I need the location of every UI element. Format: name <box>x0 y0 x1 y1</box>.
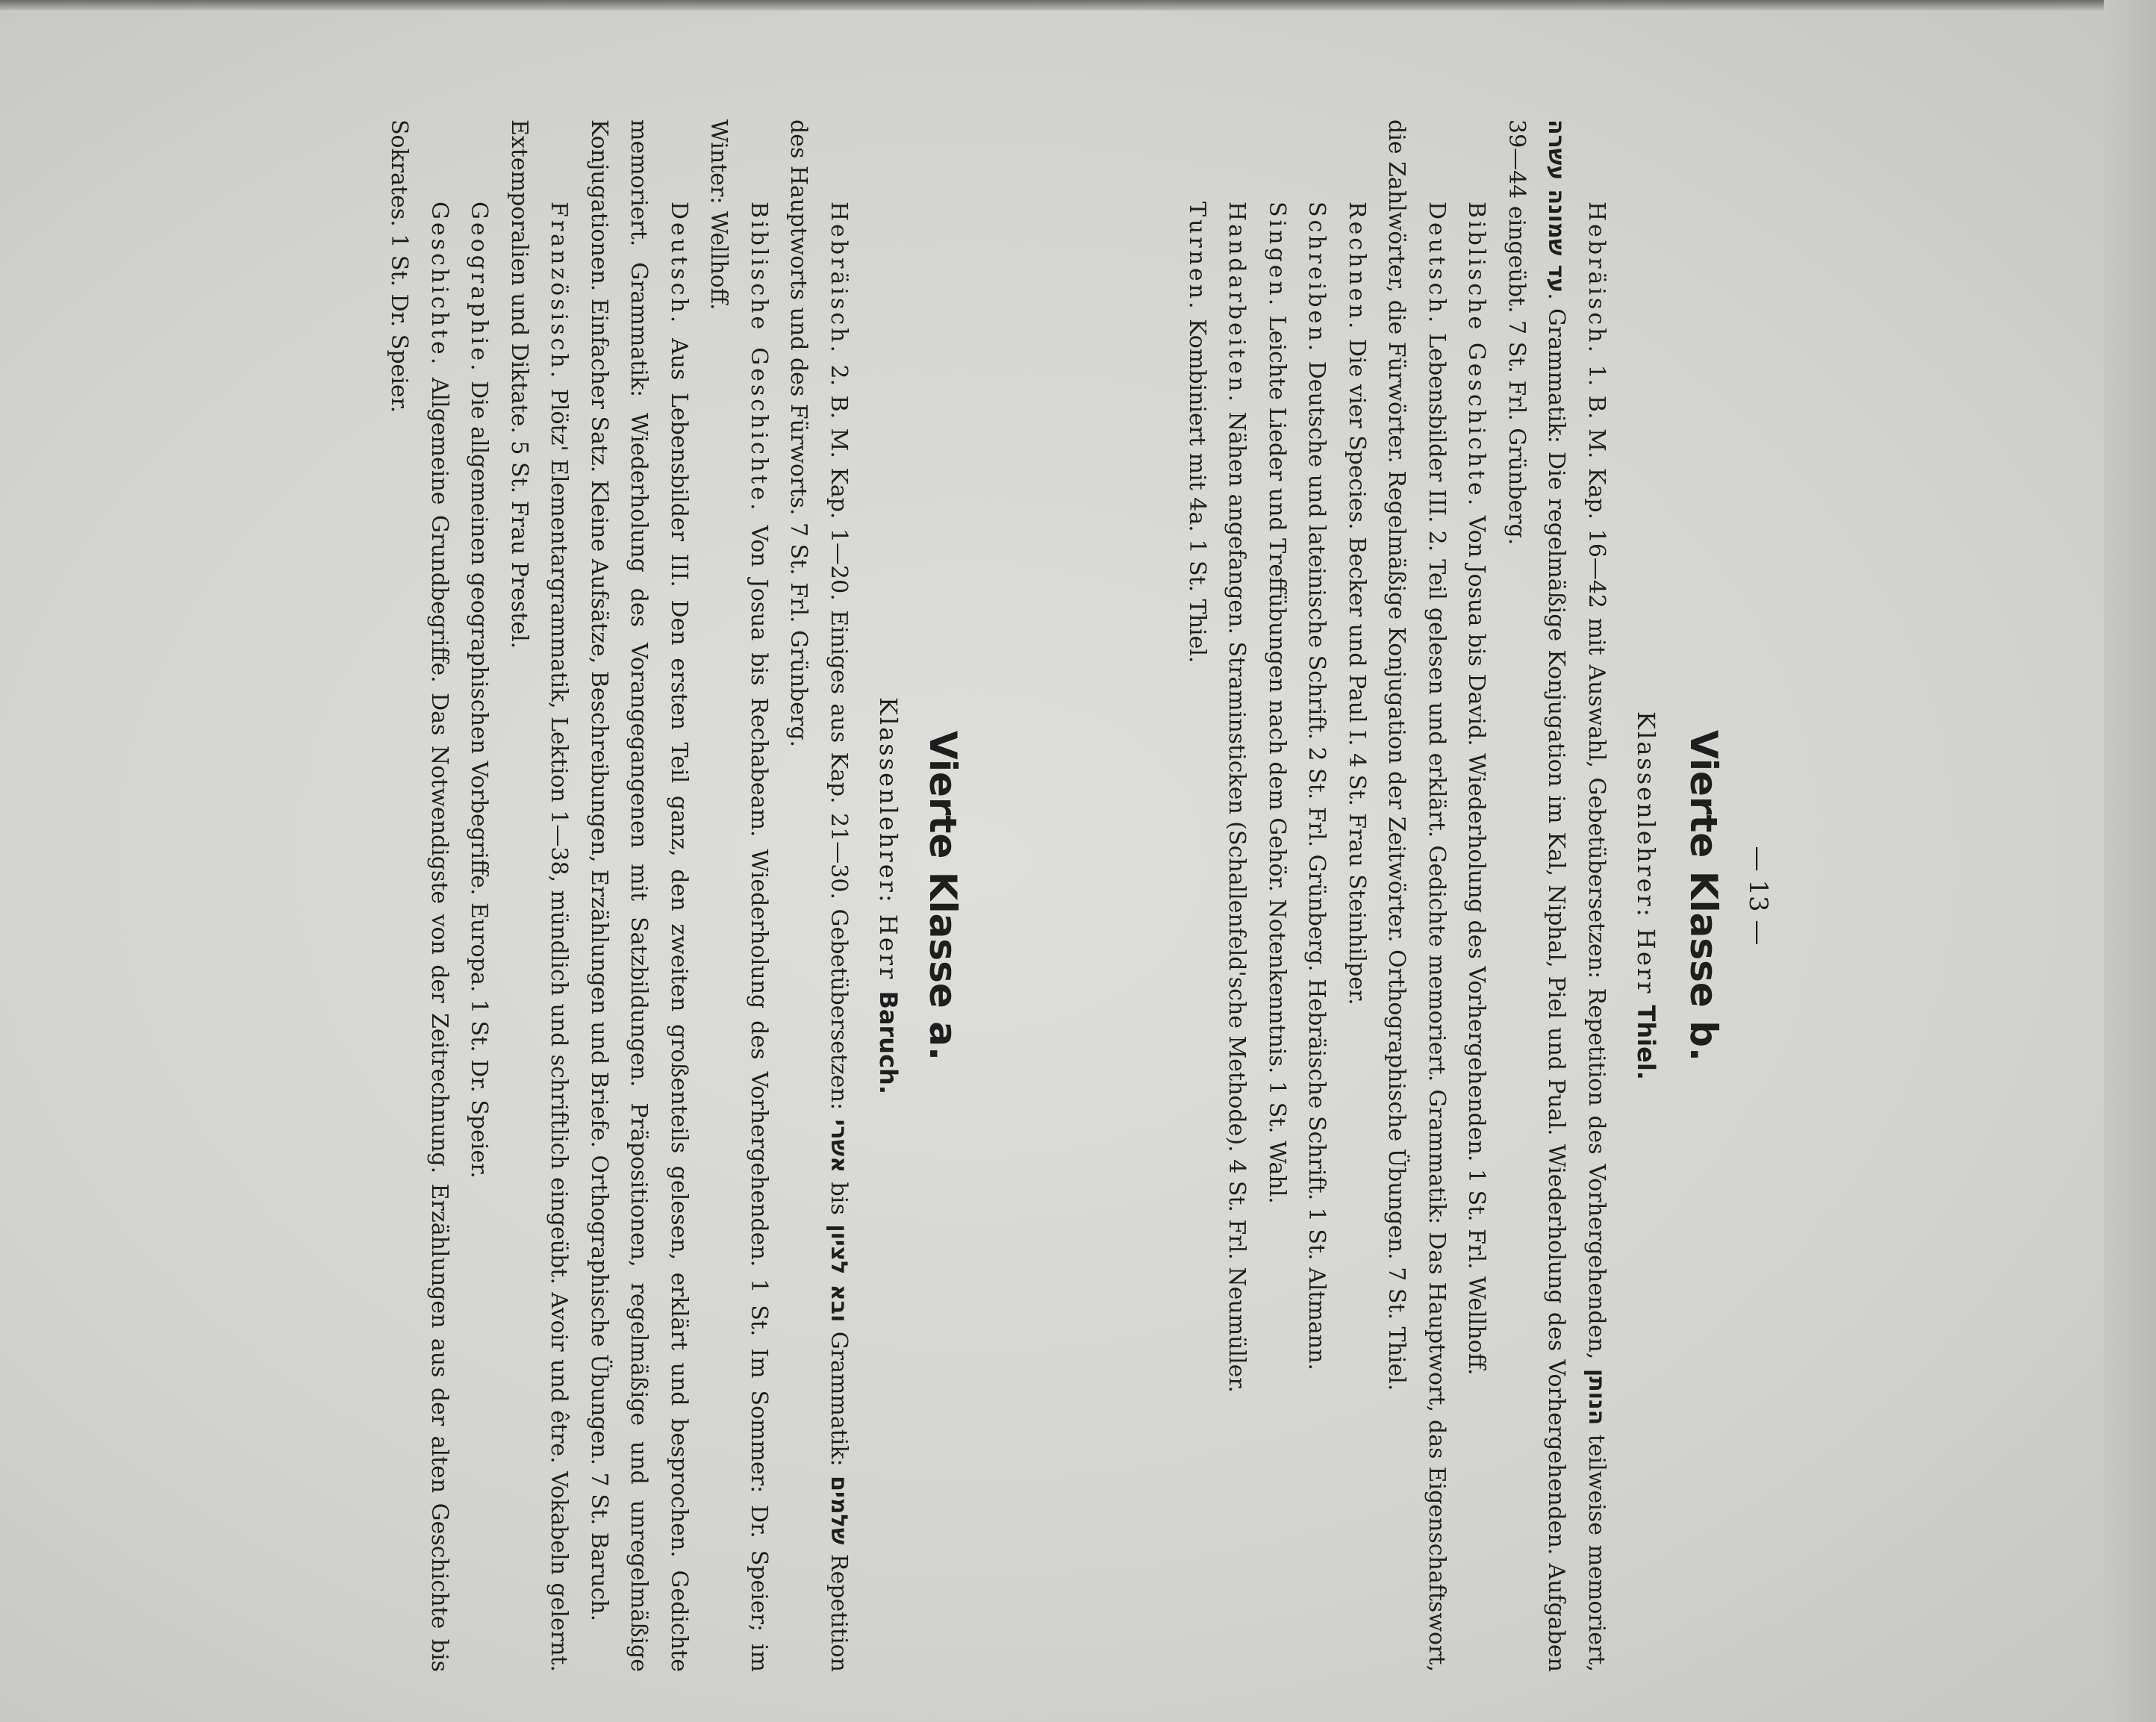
hand-b-subject: Handarbeiten. <box>1224 202 1250 405</box>
section-b-teacher-name: Thiel. <box>1632 1005 1660 1080</box>
section-a-deutsch <box>579 119 700 1672</box>
hebraeisch-a-hebrew-1: אשרי <box>826 1119 852 1173</box>
geo-a-subject: Geographie. <box>466 202 493 374</box>
hebraeisch-a-text-3: Grammatik: <box>826 1331 852 1467</box>
bibl-b-subject: Biblische Geschichte. <box>1463 202 1490 509</box>
section-b-deutsch <box>1377 119 1456 1672</box>
schreiben-b-subject: Schreiben. <box>1303 202 1330 355</box>
rechnen-b-subject: Rechnen. <box>1344 202 1370 332</box>
section-b-turnen <box>1177 119 1218 1672</box>
section-a-franzoesisch <box>499 119 579 1672</box>
section-b-teacher-label: Klassenlehrer: Herr <box>1632 711 1660 996</box>
scan-top-edge <box>0 0 2156 10</box>
section-a-title: Vierte Klasse a. <box>921 731 965 1061</box>
bibl-b-text: Von Josua bis David. Wiederholung des Vorhergehenden. 1 St. Frl. Wellhoff. <box>1463 515 1490 1376</box>
franz-a-text: Plötz' Elementargrammatik, Lektion 1—38, mündlich und schriftlich eingeübt. Avoir und être. Vokabeln gelernt. Extemporalien und Diktate. 5 St. Frau Prestel. <box>506 119 573 1672</box>
hebraeisch-b-text-3: . Grammatik: Die regelmäßige Konjugation im Kal, Niphal, Piel und Pual. Wiederholung des Vorhergehenden. Aufgaben 39—44 eingeübt. 7 St. Frl. Grünberg. <box>1504 119 1570 1672</box>
hebraeisch-b-hebrew-1: הנותן <box>1583 1368 1610 1426</box>
hebraeisch-a-hebrew-2: ובא לציון <box>826 1224 852 1323</box>
section-b-singen <box>1257 119 1297 1672</box>
hebraeisch-b-subject: Hebräisch. <box>1583 202 1610 355</box>
section-a-teacher <box>870 119 907 1672</box>
schreiben-b-text: Deutsche und lateinische Schrift. 2 St. Frl. Grünberg. Hebräische Schrift. 1 St. Altmann. <box>1303 361 1330 1370</box>
deutsch-a-subject: Deutsch. <box>666 202 692 326</box>
gesch-a-text: Allgemeine Grundbegriffe. Das Notwendigste von der Zeitrechnung. Erzählungen aus der alten Geschichte bis Sokrates. 1 St. Dr. Speier. <box>386 119 452 1672</box>
section-b-handarbeiten <box>1217 119 1257 1672</box>
section-a-hebraeisch <box>779 119 859 1672</box>
singen-b-text: Leichte Lieder und Treffübungen nach dem Gehör. Notenkenntnis. 1 St. Wahl. <box>1264 315 1290 1204</box>
rotated-document-page <box>37 119 1777 1672</box>
singen-b-subject: Singen. <box>1264 202 1290 309</box>
bibl-a-text: Von Josua bis Rechabeam. Wiederholung des Vorhergehenden. 1 St. Im Sommer: Dr. Speier; im Winter: Wellhoff. <box>705 119 772 1672</box>
turnen-b-text: Kombiniert mit 4a. 1 St. Thiel. <box>1184 319 1210 664</box>
section-a-geschichte <box>379 119 459 1672</box>
section-a-teacher-label: Klassenlehrer: Herr <box>874 697 903 982</box>
scan-right-edge <box>2104 0 2156 1722</box>
hebraeisch-a-text-4: Repetition des Hauptworts und des Fürworts. 7 St. Frl. Grünberg. <box>785 119 852 1672</box>
deutsch-a-text: Aus Lebensbilder III. Den ersten Teil ganz, den zweiten großenteils gelesen, erklärt und besprochen. Gedichte memoriert. Grammatik: Wiederholung des Vorangegangenen mit Satzbildungen. Präpositionen, regelmäßige und unregelmäßige Konjugationen. Einfacher Satz. Kleine Aufsätze, Beschreibungen, Erzählungen und Briefe. Orthographische Übungen. 7 St. Baruch. <box>586 119 692 1672</box>
bibl-a-subject: Biblische Geschichte. <box>746 202 772 514</box>
section-b-rechnen <box>1337 119 1377 1672</box>
hebraeisch-a-text-2: bis <box>826 1182 852 1215</box>
hebraeisch-b-text-2: teilweise memoriert, <box>1583 1434 1610 1672</box>
section-b-hebraeisch <box>1497 119 1617 1672</box>
hebraeisch-a-text-1: 2. B. M. Kap. 1—20. Einiges aus Kap. 21—30. Gebetübersetzen: <box>826 364 852 1111</box>
section-b-biblische-geschichte <box>1456 119 1497 1672</box>
hebraeisch-a-subject: Hebräisch. <box>826 202 852 355</box>
rechnen-b-text: Die vier Species. Becker und Paul I. 4 St. Frau Steinhilper. <box>1344 338 1370 1005</box>
hebraeisch-b-text-1: 1. B. M. Kap. 16—42 mit Auswahl, Gebetübersetzen: Repetition des Vorhergehenden, <box>1583 364 1610 1360</box>
page-number: — 13 — <box>1743 846 1773 946</box>
section-b-schreiben <box>1297 119 1337 1672</box>
hebraeisch-b-hebrew-2: עד שמונה עשרה <box>1543 119 1570 293</box>
section-a-geographie <box>459 119 499 1672</box>
hand-b-text: Nähen angefangen. Straminsticken (Schallenfeld'sche Methode). 4 St. Frl. Neumüller. <box>1224 411 1250 1393</box>
franz-a-subject: Französisch. <box>546 202 573 381</box>
section-a-body <box>379 119 859 1672</box>
deutsch-b-subject: Deutsch. <box>1424 202 1450 326</box>
turnen-b-subject: Turnen. <box>1184 202 1210 312</box>
section-a-teacher-name: Baruch. <box>874 991 903 1094</box>
deutsch-b-text: Lebensbilder III. 2. Teil gelesen und erklärt. Gedichte memoriert. Grammatik: Das Hauptwort, das Eigenschaftswort, die Zahlwörter, die Fürwörter. Regelmäßige Konjugation der Zeitwörter. Orthographische Übungen. 7 St. Thiel. <box>1383 119 1450 1672</box>
section-b-teacher <box>1627 119 1665 1672</box>
gesch-a-subject: Geschichte. <box>426 202 452 368</box>
section-b-body <box>1177 119 1617 1672</box>
section-b-title: Vierte Klasse b. <box>1682 730 1725 1061</box>
geo-a-text: Die allgemeinen geographischen Vorbegriffe. Europa. 1 St. Dr. Speier. <box>466 381 493 1179</box>
hebraeisch-a-hebrew-3: שלמים <box>826 1476 852 1545</box>
section-a-biblische-geschichte <box>699 119 779 1672</box>
